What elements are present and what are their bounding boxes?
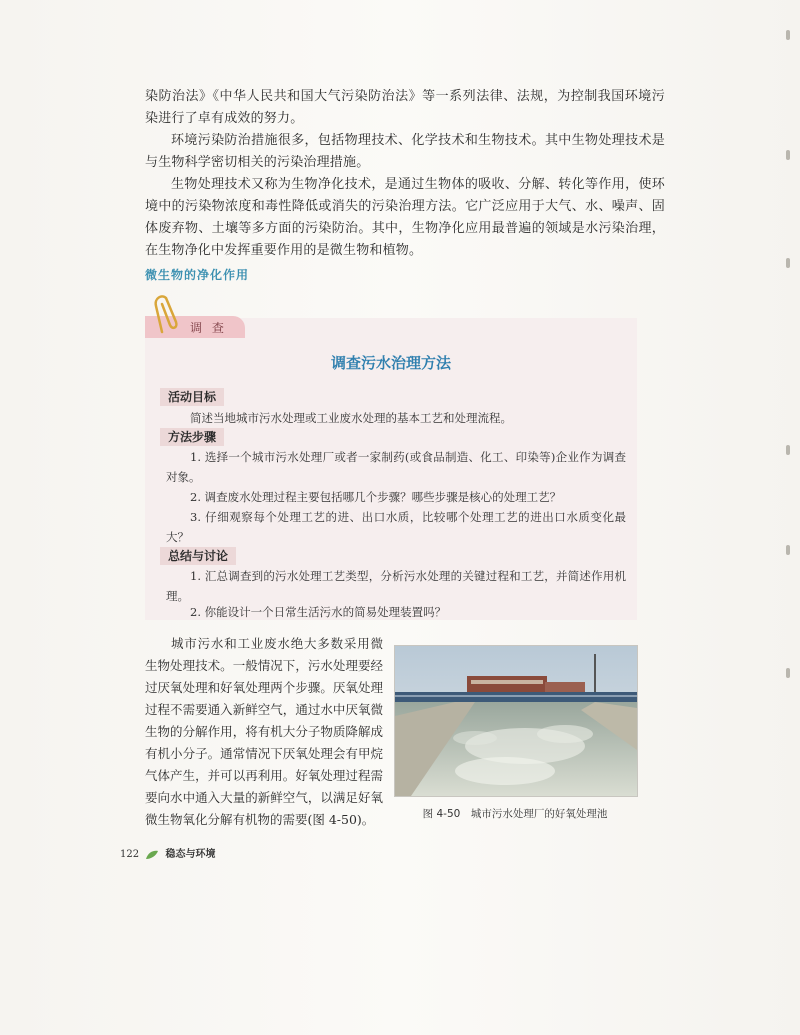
page-edge-mark [786, 30, 790, 40]
page-edge-mark [786, 258, 790, 268]
book-title: 稳态与环境 [165, 849, 216, 860]
step-item: 3. 仔细观察每个处理工艺的进、出口水质，比较哪个处理工艺的进出口水质变化最大？ [166, 510, 626, 544]
section-heading: 微生物的净化作用 [145, 268, 250, 282]
leaf-icon [145, 850, 159, 860]
figure-caption: 图 4-50 城市污水处理厂的好氧处理池 [422, 808, 608, 820]
step-item: 1. 选择一个城市污水处理厂或者一家制药(或食品制造、化工、印染等)企业作为调查对象。 [166, 450, 626, 484]
intro-paragraph-1: 染防治法》《中华人民共和国大气污染防治法》等一系列法律、法规，为控制我国环境污染进行了卓有成效的努力。 [145, 89, 665, 126]
body-paragraph: 城市污水和工业废水绝大多数采用微生物处理技术。一般情况下，污水处理要经过厌氧处理和好氧处理两个步骤。厌氧处理过程不需要通入新鲜空气，通过水中厌氧微生物的分解作用，将有机大分子物质降解成有机小分子。通常情况下厌氧处理会有甲烷气体产生，并可以再利用。好氧处理过程需要向水中通入大量的新鲜空气，以满足好氧微生物氧化分解有机物的需要(图 4-50)。 [145, 636, 383, 827]
summary-item: 1. 汇总调查到的污水处理工艺类型，分析污水处理的关键过程和工艺，并简述作用机理。 [166, 569, 626, 603]
investigation-tab-label: 调 查 [190, 321, 227, 335]
page-edge-mark [786, 545, 790, 555]
page-edge-mark [786, 668, 790, 678]
summary-heading: 总结与讨论 [160, 547, 236, 565]
aeration-tank-photo [394, 645, 638, 797]
investigation-title: 调查污水治理方法 [330, 354, 451, 372]
page-number: 122 [120, 849, 140, 860]
goal-heading: 活动目标 [160, 388, 224, 406]
intro-paragraph-2: 环境污染防治措施很多，包括物理技术、化学技术和生物技术。其中生物处理技术是与生物科学密切相关的污染治理措施。 [145, 133, 665, 170]
step-item: 2. 调查废水处理过程主要包括哪几个步骤？哪些步骤是核心的处理工艺？ [190, 490, 562, 504]
page-footer [120, 845, 215, 860]
steps-heading: 方法步骤 [160, 428, 224, 446]
page-edge-mark [786, 445, 790, 455]
intro-paragraph-3: 生物处理技术又称为生物净化技术，是通过生物体的吸收、分解、转化等作用，使环境中的污染物浓度和毒性降低或消失的污染治理方法。它广泛应用于大气、水、噪声、固体废弃物、土壤等多方面的污染防治。其中，生物净化应用最普遍的领域是水污染治理，在生物净化中发挥重要作用的是微生物和植物。 [145, 177, 665, 258]
page-edge-mark [786, 150, 790, 160]
goal-text: 简述当地城市污水处理或工业废水处理的基本工艺和处理流程。 [190, 411, 512, 425]
paperclip-icon [152, 292, 186, 336]
summary-item: 2. 你能设计一个日常生活污水的简易处理装置吗？ [190, 605, 447, 619]
